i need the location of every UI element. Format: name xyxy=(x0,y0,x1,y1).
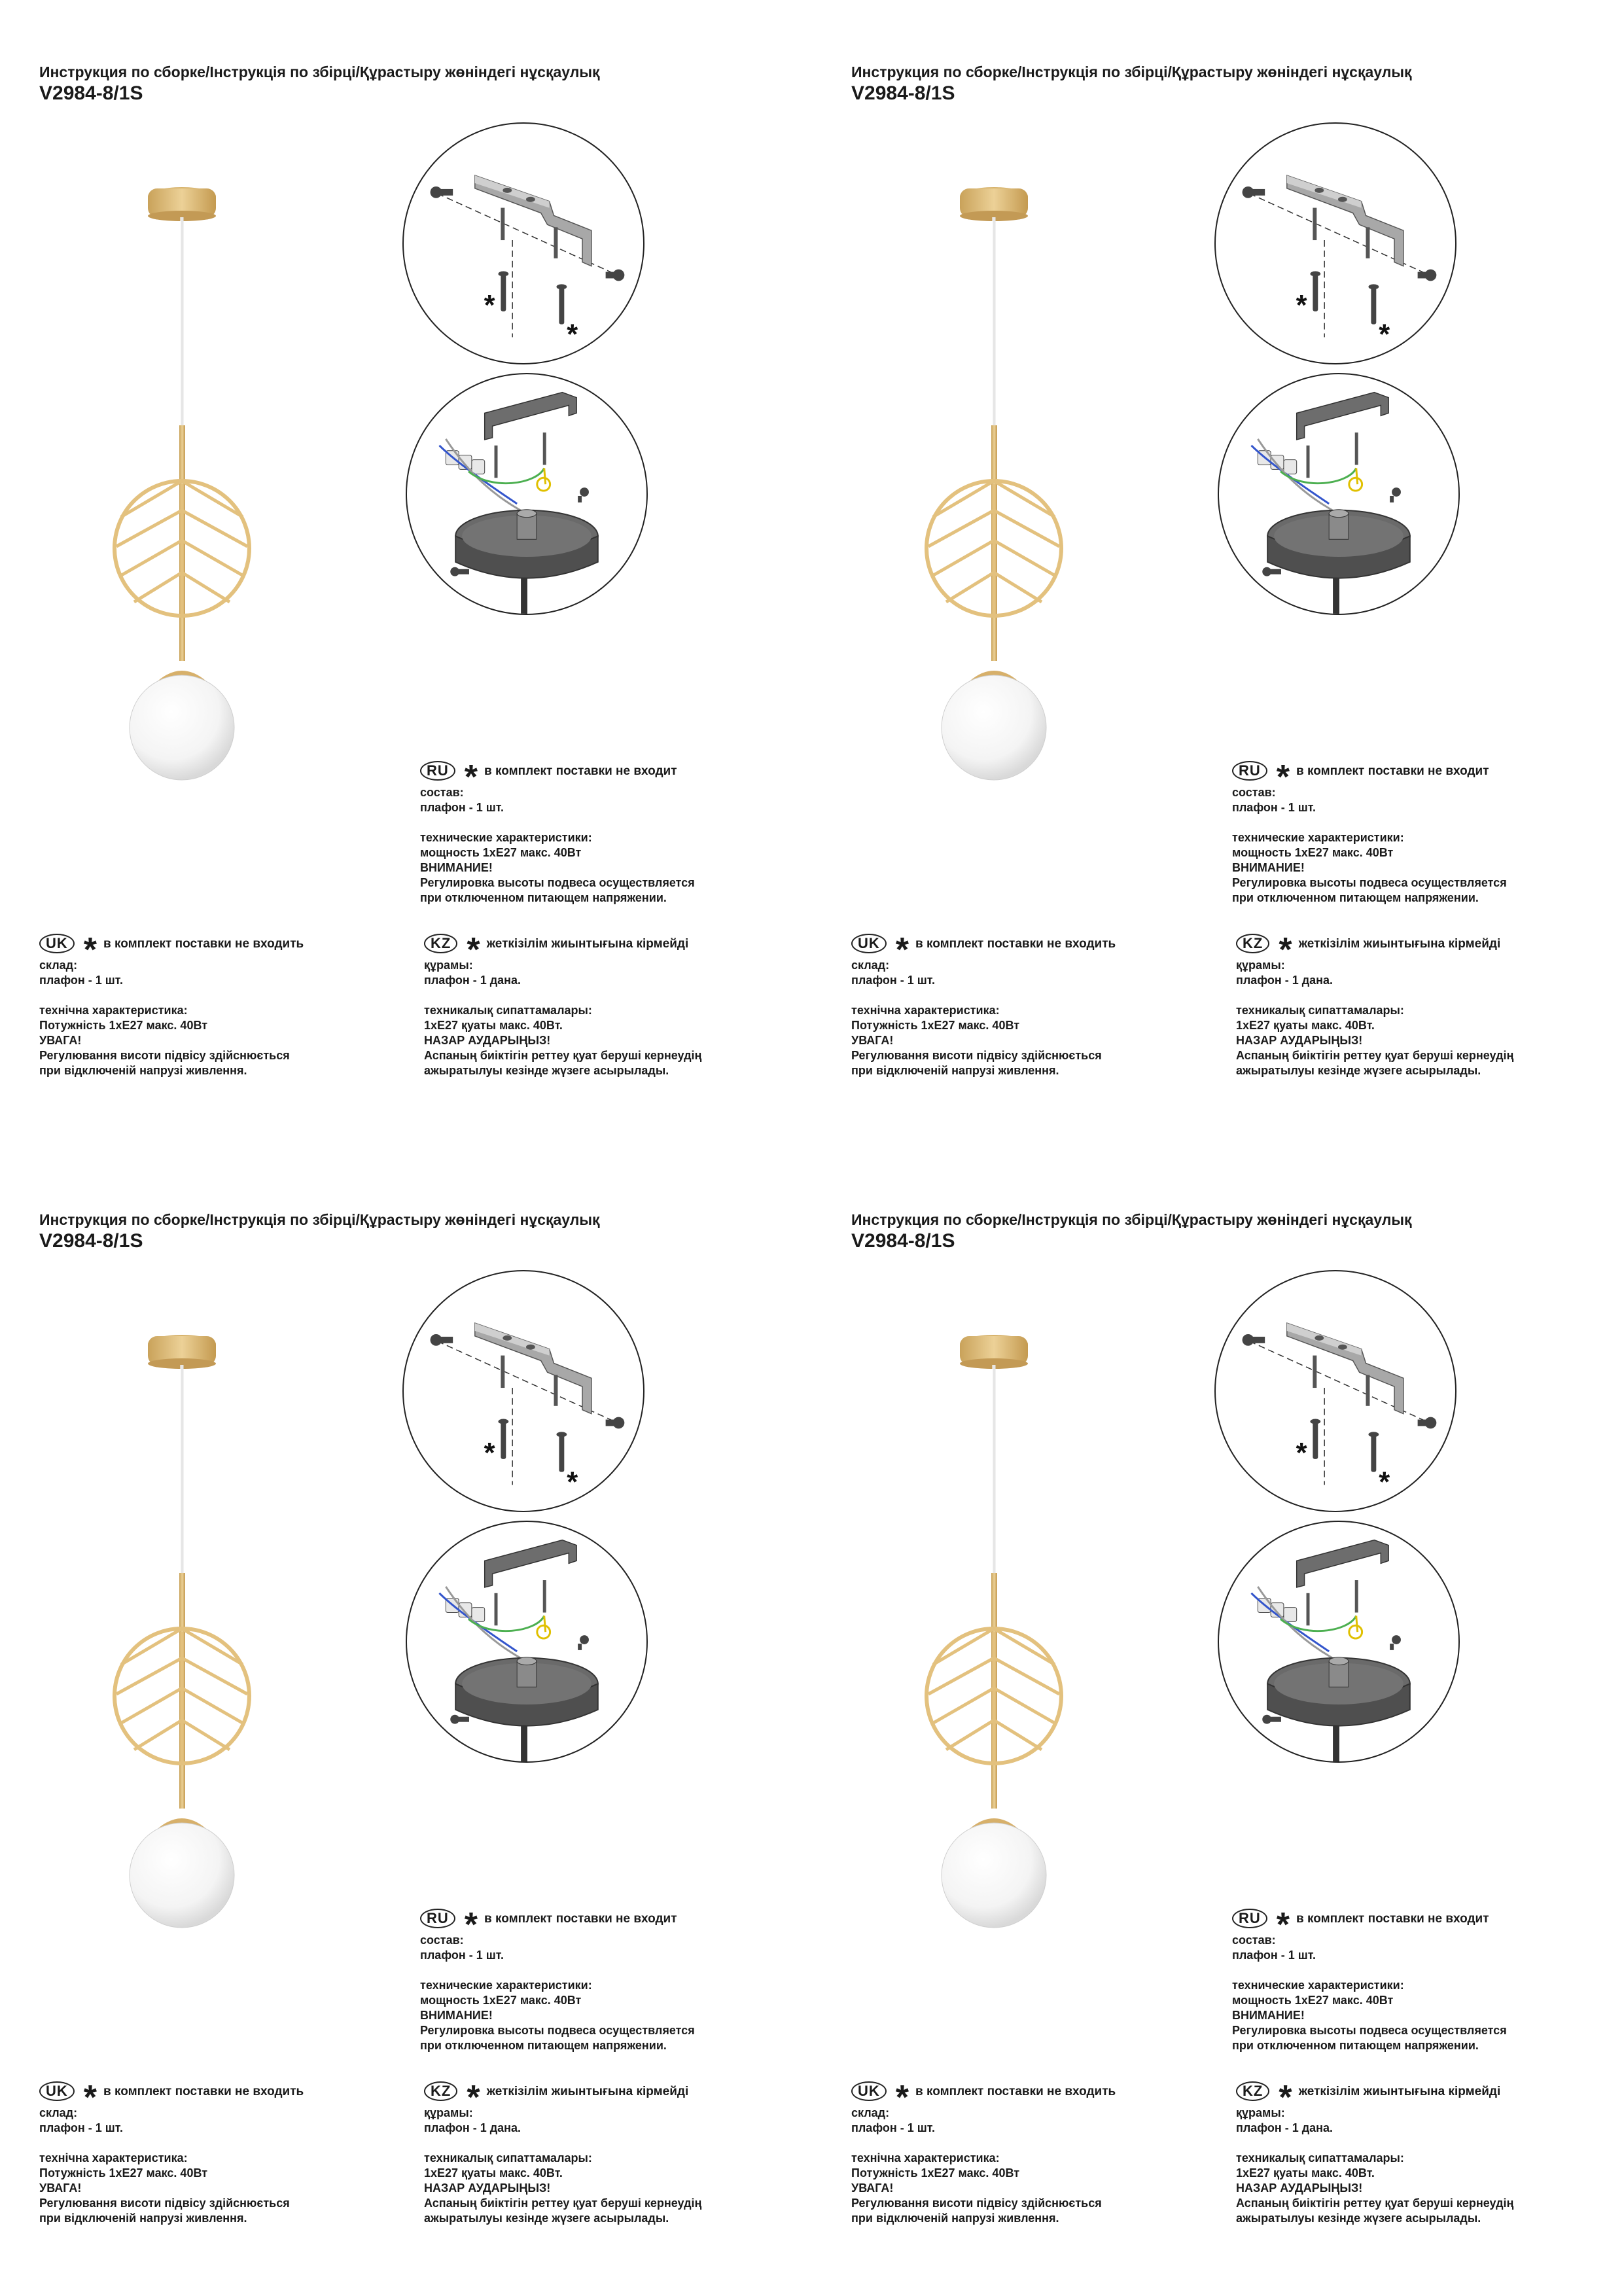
mounting-bracket-diagram xyxy=(402,122,644,364)
ru-warning-text-2: при отключенном питающем напряжении. xyxy=(420,2039,667,2052)
kz-not-included-note: жеткізілім жиынтығына кірмейді xyxy=(486,2084,689,2098)
mounting-bracket-diagram xyxy=(402,1270,644,1512)
asterisk-icon: * xyxy=(464,1906,478,1944)
kz-badge: KZ xyxy=(424,934,457,953)
kz-power: 1хE27 қуаты макс. 40Вт. xyxy=(1236,2166,1375,2180)
document-title: Инструкция по сборке/Інструкція по збірці/Құрастыру жөніндегі нұсқаулық xyxy=(39,63,600,80)
svg-text:*: * xyxy=(567,1466,578,1498)
svg-text:*: * xyxy=(1379,1466,1390,1498)
kz-warning: НАЗАР АУДАРЫҢЫЗ! xyxy=(424,2181,551,2195)
pendant-lamp-illustration xyxy=(98,1324,275,1952)
wiring-canopy-diagram xyxy=(1218,373,1460,615)
uk-power: Потужність 1хE27 макс. 40Вт xyxy=(39,2166,208,2180)
ru-contents: плафон - 1 шт. xyxy=(1232,1949,1316,1962)
kz-specs-label: техникалық сипаттамалары: xyxy=(1236,2151,1404,2164)
kz-not-included-note: жеткізілім жиынтығына кірмейді xyxy=(486,936,689,951)
ru-section xyxy=(420,758,695,906)
kz-badge: KZ xyxy=(1236,2081,1269,2101)
asterisk-icon: * xyxy=(467,2079,480,2117)
kz-warning-text-1: Аспаның биіктігін реттеу қуат беруші кернеудің xyxy=(424,2197,702,2210)
sheet-top-right xyxy=(812,0,1624,1148)
uk-section xyxy=(851,930,1116,1078)
uk-power: Потужність 1хE27 макс. 40Вт xyxy=(851,2166,1020,2180)
svg-text:*: * xyxy=(567,319,578,351)
ru-not-included-note: в комплект поставки не входит xyxy=(1296,1911,1489,1926)
sheet-bottom-right xyxy=(812,1148,1624,2295)
uk-warning-text-1: Регулювання висоти підвісу здійснюється xyxy=(39,1049,290,1062)
uk-warning: УВАГА! xyxy=(851,2181,894,2195)
ru-contents: плафон - 1 шт. xyxy=(420,1949,504,1962)
asterisk-icon: * xyxy=(895,2079,909,2117)
uk-warning: УВАГА! xyxy=(39,2181,82,2195)
kz-specs-label: техникалық сипаттамалары: xyxy=(424,1004,592,1017)
asterisk-icon: * xyxy=(1276,758,1290,796)
asterisk-icon: * xyxy=(1279,931,1292,969)
kz-contents-label: құрамы: xyxy=(424,959,473,972)
kz-contents-label: құрамы: xyxy=(1236,959,1285,972)
ru-power: мощность 1хE27 макс. 40Вт xyxy=(1232,1994,1394,2007)
ru-contents: плафон - 1 шт. xyxy=(1232,801,1316,814)
kz-not-included-note: жеткізілім жиынтығына кірмейді xyxy=(1298,936,1501,951)
uk-warning: УВАГА! xyxy=(39,1034,82,1047)
uk-specs-label: технічна характеристика: xyxy=(851,2151,1000,2164)
uk-warning-text-2: при відключеній напрузі живлення. xyxy=(39,2212,247,2225)
kz-not-included-note: жеткізілім жиынтығына кірмейді xyxy=(1298,2084,1501,2098)
sheet-bottom-left xyxy=(0,1148,812,2295)
ru-warning: ВНИМАНИЕ! xyxy=(1232,2009,1305,2022)
wiring-canopy-diagram xyxy=(1218,1521,1460,1763)
kz-warning-text-2: ажыратылуы кезінде жүзеге асырылады. xyxy=(424,2212,669,2225)
ru-not-included-note: в комплект поставки не входит xyxy=(1296,764,1489,778)
ru-badge: RU xyxy=(420,761,455,781)
uk-power: Потужність 1хE27 макс. 40Вт xyxy=(39,1019,208,1032)
kz-power: 1хE27 қуаты макс. 40Вт. xyxy=(1236,1019,1375,1032)
mounting-bracket-diagram xyxy=(1214,122,1456,364)
uk-badge: UK xyxy=(39,934,75,953)
ru-warning-text-1: Регулировка высоты подвеса осуществляется xyxy=(1232,2024,1507,2037)
ru-specs-label: технические характеристики: xyxy=(420,1979,592,1992)
uk-not-included-note: в комплект поставки не входить xyxy=(103,936,304,951)
ru-not-included-note: в комплект поставки не входит xyxy=(484,764,677,778)
model-number: V2984-8/1S xyxy=(39,82,143,104)
uk-warning-text-2: при відключеній напрузі живлення. xyxy=(851,2212,1059,2225)
ru-power: мощность 1хE27 макс. 40Вт xyxy=(420,846,582,859)
ru-warning-text-2: при отключенном питающем напряжении. xyxy=(1232,891,1479,904)
ru-specs-label: технические характеристики: xyxy=(1232,831,1404,844)
wiring-canopy-diagram xyxy=(406,1521,648,1763)
uk-warning-text-2: при відключеній напрузі живлення. xyxy=(851,1064,1059,1077)
kz-contents: плафон - 1 дана. xyxy=(1236,974,1333,987)
svg-text:*: * xyxy=(1379,319,1390,351)
ru-warning-text-1: Регулировка высоты подвеса осуществляется xyxy=(420,2024,695,2037)
pendant-lamp-illustration xyxy=(910,1324,1087,1952)
kz-section xyxy=(424,930,701,1078)
uk-contents: плафон - 1 шт. xyxy=(851,974,935,987)
uk-badge: UK xyxy=(39,2081,75,2101)
kz-warning-text-1: Аспаның биіктігін реттеу қуат беруші кернеудің xyxy=(1236,1049,1514,1062)
kz-specs-label: техникалық сипаттамалары: xyxy=(1236,1004,1404,1017)
ru-warning-text-1: Регулировка высоты подвеса осуществляется xyxy=(420,876,695,889)
kz-contents: плафон - 1 дана. xyxy=(424,2121,521,2134)
uk-contents-label: склад: xyxy=(851,2106,890,2119)
uk-not-included-note: в комплект поставки не входить xyxy=(915,936,1116,951)
kz-badge: KZ xyxy=(1236,934,1269,953)
uk-section xyxy=(39,930,304,1078)
kz-badge: KZ xyxy=(424,2081,457,2101)
kz-power: 1хE27 қуаты макс. 40Вт. xyxy=(424,1019,563,1032)
mounting-bracket-diagram xyxy=(1214,1270,1456,1512)
document-title: Инструкция по сборке/Інструкція по збірці/Құрастыру жөніндегі нұсқаулық xyxy=(851,1211,1412,1228)
kz-contents-label: құрамы: xyxy=(424,2106,473,2119)
ru-warning-text-1: Регулировка высоты подвеса осуществляется xyxy=(1232,876,1507,889)
asterisk-icon: * xyxy=(467,931,480,969)
model-number: V2984-8/1S xyxy=(851,82,955,104)
svg-text:*: * xyxy=(1296,289,1307,321)
ru-contents: плафон - 1 шт. xyxy=(420,801,504,814)
kz-warning: НАЗАР АУДАРЫҢЫЗ! xyxy=(1236,1034,1363,1047)
ru-warning-text-2: при отключенном питающем напряжении. xyxy=(420,891,667,904)
uk-specs-label: технічна характеристика: xyxy=(39,2151,188,2164)
uk-warning: УВАГА! xyxy=(851,1034,894,1047)
kz-warning-text-2: ажыратылуы кезінде жүзеге асырылады. xyxy=(424,1064,669,1077)
uk-warning-text-1: Регулювання висоти підвісу здійснюється xyxy=(851,2197,1102,2210)
kz-specs-label: техникалық сипаттамалары: xyxy=(424,2151,592,2164)
ru-contents-label: состав: xyxy=(1232,1934,1276,1947)
kz-warning-text-2: ажыратылуы кезінде жүзеге асырылады. xyxy=(1236,2212,1481,2225)
ru-contents-label: состав: xyxy=(1232,786,1276,799)
kz-warning: НАЗАР АУДАРЫҢЫЗ! xyxy=(424,1034,551,1047)
kz-warning-text-1: Аспаның биіктігін реттеу қуат беруші кернеудің xyxy=(1236,2197,1514,2210)
svg-text:*: * xyxy=(1296,1437,1307,1469)
uk-warning-text-1: Регулювання висоти підвісу здійснюється xyxy=(39,2197,290,2210)
model-number: V2984-8/1S xyxy=(39,1230,143,1252)
ru-not-included-note: в комплект поставки не входит xyxy=(484,1911,677,1926)
uk-specs-label: технічна характеристика: xyxy=(39,1004,188,1017)
asterisk-icon: * xyxy=(83,931,97,969)
uk-contents: плафон - 1 шт. xyxy=(851,2121,935,2134)
document-title: Инструкция по сборке/Інструкція по збірці/Құрастыру жөніндегі нұсқаулық xyxy=(851,63,1412,80)
pendant-lamp-illustration xyxy=(98,177,275,805)
kz-power: 1хE27 қуаты макс. 40Вт. xyxy=(424,2166,563,2180)
asterisk-icon: * xyxy=(83,2079,97,2117)
svg-text:*: * xyxy=(484,1437,495,1469)
ru-warning-text-2: при отключенном питающем напряжении. xyxy=(1232,2039,1479,2052)
document-title: Инструкция по сборке/Інструкція по збірці/Құрастыру жөніндегі нұсқаулық xyxy=(39,1211,600,1228)
kz-section xyxy=(1236,2078,1513,2226)
kz-contents-label: құрамы: xyxy=(1236,2106,1285,2119)
uk-specs-label: технічна характеристика: xyxy=(851,1004,1000,1017)
uk-badge: UK xyxy=(851,934,887,953)
model-number: V2984-8/1S xyxy=(851,1230,955,1252)
kz-warning-text-1: Аспаның биіктігін реттеу қуат беруші кернеудің xyxy=(424,1049,702,1062)
asterisk-icon: * xyxy=(895,931,909,969)
uk-contents-label: склад: xyxy=(39,2106,78,2119)
uk-power: Потужність 1хE27 макс. 40Вт xyxy=(851,1019,1020,1032)
ru-contents-label: состав: xyxy=(420,786,464,799)
ru-section xyxy=(420,1905,695,2053)
uk-warning-text-2: при відключеній напрузі живлення. xyxy=(39,1064,247,1077)
uk-not-included-note: в комплект поставки не входить xyxy=(103,2084,304,2098)
ru-section xyxy=(1232,1905,1507,2053)
asterisk-icon: * xyxy=(1276,1906,1290,1944)
uk-badge: UK xyxy=(851,2081,887,2101)
ru-badge: RU xyxy=(1232,1909,1267,1928)
asterisk-icon: * xyxy=(1279,2079,1292,2117)
kz-warning-text-2: ажыратылуы кезінде жүзеге асырылады. xyxy=(1236,1064,1481,1077)
kz-section xyxy=(424,2078,701,2226)
uk-contents: плафон - 1 шт. xyxy=(39,2121,123,2134)
ru-warning: ВНИМАНИЕ! xyxy=(420,861,493,874)
uk-contents: плафон - 1 шт. xyxy=(39,974,123,987)
ru-specs-label: технические характеристики: xyxy=(420,831,592,844)
pendant-lamp-illustration xyxy=(910,177,1087,805)
kz-contents: плафон - 1 дана. xyxy=(424,974,521,987)
uk-contents-label: склад: xyxy=(851,959,890,972)
uk-section xyxy=(39,2078,304,2226)
uk-section xyxy=(851,2078,1116,2226)
svg-text:*: * xyxy=(484,289,495,321)
kz-section xyxy=(1236,930,1513,1078)
ru-badge: RU xyxy=(1232,761,1267,781)
uk-not-included-note: в комплект поставки не входить xyxy=(915,2084,1116,2098)
ru-power: мощность 1хE27 макс. 40Вт xyxy=(420,1994,582,2007)
ru-warning: ВНИМАНИЕ! xyxy=(1232,861,1305,874)
sheet-top-left xyxy=(0,0,812,1148)
ru-section xyxy=(1232,758,1507,906)
uk-warning-text-1: Регулювання висоти підвісу здійснюється xyxy=(851,1049,1102,1062)
asterisk-icon: * xyxy=(464,758,478,796)
ru-warning: ВНИМАНИЕ! xyxy=(420,2009,493,2022)
ru-power: мощность 1хE27 макс. 40Вт xyxy=(1232,846,1394,859)
ru-contents-label: состав: xyxy=(420,1934,464,1947)
kz-contents: плафон - 1 дана. xyxy=(1236,2121,1333,2134)
ru-specs-label: технические характеристики: xyxy=(1232,1979,1404,1992)
uk-contents-label: склад: xyxy=(39,959,78,972)
wiring-canopy-diagram xyxy=(406,373,648,615)
kz-warning: НАЗАР АУДАРЫҢЫЗ! xyxy=(1236,2181,1363,2195)
ru-badge: RU xyxy=(420,1909,455,1928)
